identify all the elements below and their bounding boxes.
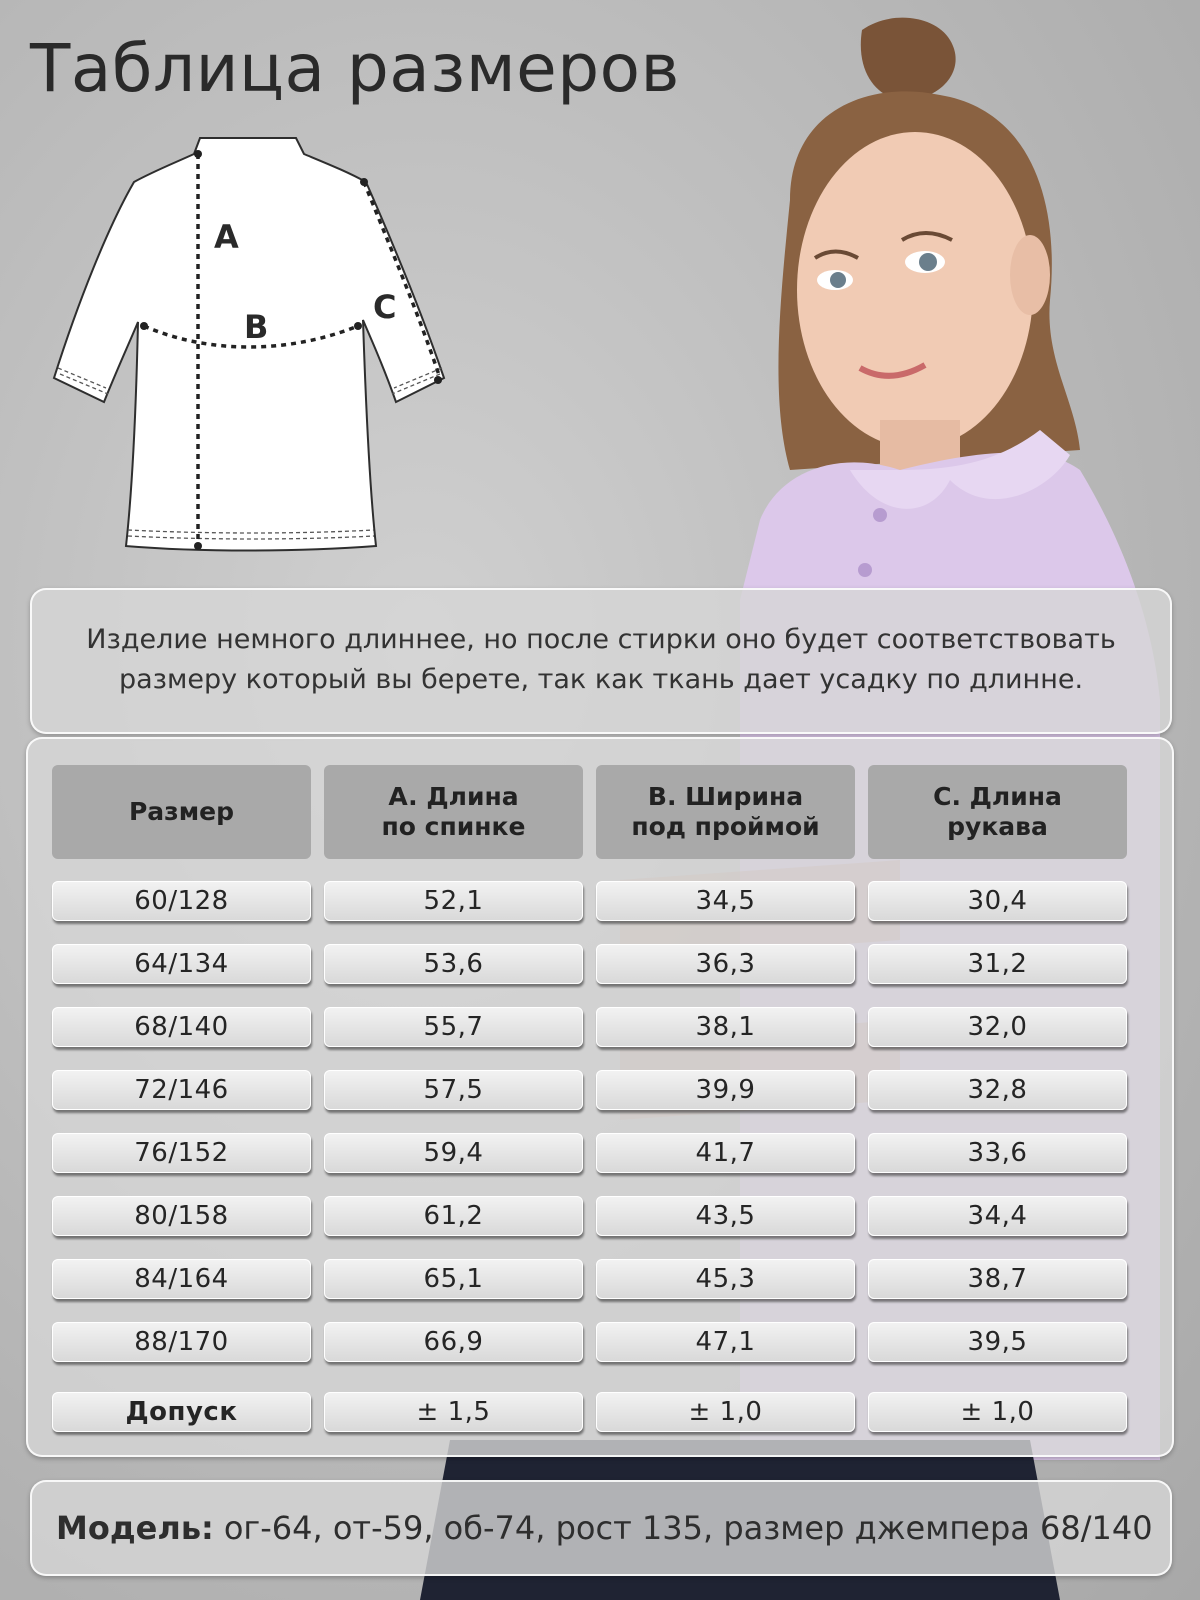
cell-value: 45,3 bbox=[596, 1259, 855, 1299]
cell-value: 57,5 bbox=[324, 1070, 583, 1110]
model-label: Модель: bbox=[56, 1509, 214, 1547]
cell-size: 64/134 bbox=[52, 944, 311, 984]
header-sleeve-length: C. Длина рукава bbox=[868, 765, 1127, 859]
cell-tolerance: ± 1,5 bbox=[324, 1392, 583, 1432]
hair-bun bbox=[861, 18, 956, 100]
cell-value: 47,1 bbox=[596, 1322, 855, 1362]
label-c: C bbox=[373, 288, 397, 326]
cell-tolerance-label: Допуск bbox=[52, 1392, 311, 1432]
header-size: Размер bbox=[52, 765, 311, 859]
cell-value: 32,8 bbox=[868, 1070, 1127, 1110]
cell-size: 84/164 bbox=[52, 1259, 311, 1299]
cell-value: 31,2 bbox=[868, 944, 1127, 984]
cell-value: 53,6 bbox=[324, 944, 583, 984]
cell-value: 55,7 bbox=[324, 1007, 583, 1047]
cell-value: 59,4 bbox=[324, 1133, 583, 1173]
model-measurements: ог-64, от-59, об-74, рост 135, размер джемпера 68/140 bbox=[223, 1509, 1153, 1547]
note-line-2: размеру который вы берете, так как ткань дает усадку по длинне. bbox=[118, 664, 1084, 695]
page-title: Таблица размеров bbox=[30, 30, 680, 107]
cell-size: 80/158 bbox=[52, 1196, 311, 1236]
cell-tolerance: ± 1,0 bbox=[596, 1392, 855, 1432]
cell-value: 61,2 bbox=[324, 1196, 583, 1236]
label-b: B bbox=[244, 308, 269, 346]
ear bbox=[1010, 235, 1050, 315]
cell-size: 88/170 bbox=[52, 1322, 311, 1362]
cell-value: 52,1 bbox=[324, 881, 583, 921]
cell-value: 38,1 bbox=[596, 1007, 855, 1047]
cell-value: 34,4 bbox=[868, 1196, 1127, 1236]
cell-size: 76/152 bbox=[52, 1133, 311, 1173]
shrinkage-note bbox=[30, 588, 1172, 734]
blouse-button bbox=[873, 508, 887, 522]
cell-value: 38,7 bbox=[868, 1259, 1127, 1299]
cell-tolerance: ± 1,0 bbox=[868, 1392, 1127, 1432]
cell-value: 32,0 bbox=[868, 1007, 1127, 1047]
cell-value: 66,9 bbox=[324, 1322, 583, 1362]
garment-diagram bbox=[48, 132, 458, 570]
cell-value: 39,5 bbox=[868, 1322, 1127, 1362]
cell-size: 68/140 bbox=[52, 1007, 311, 1047]
cell-size: 72/146 bbox=[52, 1070, 311, 1110]
shirt-outline bbox=[48, 132, 458, 570]
note-line-1: Изделие немного длиннее, но после стирки оно будет соответствовать bbox=[86, 624, 1116, 655]
model-info bbox=[30, 1480, 1172, 1576]
cell-value: 36,3 bbox=[596, 944, 855, 984]
cell-value: 30,4 bbox=[868, 881, 1127, 921]
face bbox=[797, 132, 1033, 448]
cell-value: 33,6 bbox=[868, 1133, 1127, 1173]
cell-value: 34,5 bbox=[596, 881, 855, 921]
header-chest-width: B. Ширина под проймой bbox=[596, 765, 855, 859]
label-a: A bbox=[214, 218, 239, 256]
cell-value: 65,1 bbox=[324, 1259, 583, 1299]
size-table bbox=[26, 737, 1174, 1457]
header-back-length: A. Длина по спинке bbox=[324, 765, 583, 859]
cell-value: 43,5 bbox=[596, 1196, 855, 1236]
cell-value: 41,7 bbox=[596, 1133, 855, 1173]
cell-size: 60/128 bbox=[52, 881, 311, 921]
cell-value: 39,9 bbox=[596, 1070, 855, 1110]
